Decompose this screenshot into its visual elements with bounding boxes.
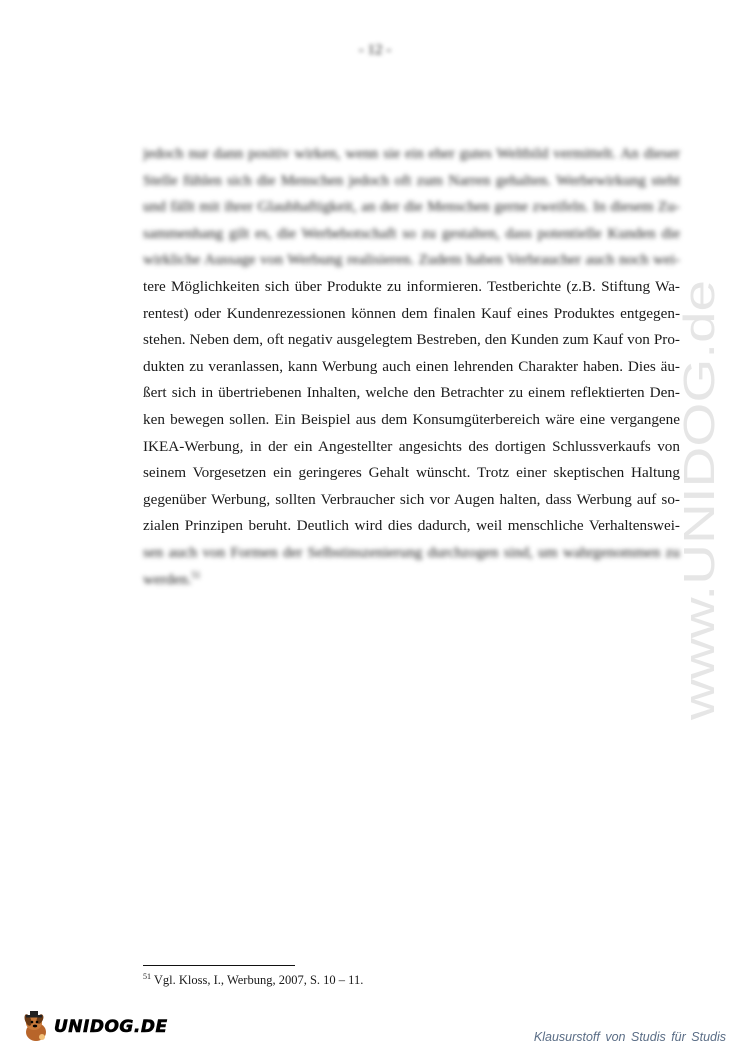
text-line-5: ßert sich in übertriebenen Inhalten, welche den Betrachter zu einem reflektierten Den- [143,384,680,402]
watermark-text: www.UNIDOG.de [675,377,724,720]
watermark [672,280,732,730]
text-line-8: seinem Vorgesetzen ein geringeres Gehalt wünscht. Trotz einer skeptischen Haltung [143,464,680,482]
logo-text: UNIDOG.DE [54,1017,168,1037]
watermark-graphic [672,280,732,730]
blurred-line-2: Stelle fühlen sich die Menschen jedoch oft zum Narren gehalten. Werbewirkung steht [143,171,680,189]
text-line-7: IKEA-Werbung, in der ein Angestellter angesichts des dortigen Schlussverkaufs von [143,437,680,455]
blurred-line-4: sammenhang gilt es, die Werbebotschaft so zu gestalten, dass potentielle Kunden die [143,224,680,242]
text-line-4: dukten zu veranlassen, kann Werbung auch einen lehrenden Charakter haben. Dies äu- [143,357,680,375]
page-number: - 12 - [358,42,392,58]
blurred-line-6: sen auch von Formen der Selbstinszenierung durchzogen sind, um wahrgenommen zu [143,543,680,561]
blurred-line-7-text: werden. [143,570,192,588]
footnote-text: Vgl. Kloss, I., Werbung, 2007, S. 10 – 11. [153,973,364,987]
text-line-2: rentest) oder Kundenrezessionen können dem finalen Kauf eines Produktes entgegen- [143,304,680,322]
footnote [143,972,363,988]
unidog-logo[interactable] [22,1010,168,1044]
footnote-separator [143,965,295,966]
text-line-9: gegenüber Werbung, sollten Verbraucher sich vor Augen halten, dass Werbung auf so- [143,490,680,508]
blurred-line-7 [143,567,680,594]
footnote-number: 51 [143,971,151,981]
dog-mascot-icon [22,1010,52,1044]
text-line-1: tere Möglichkeiten sich über Produkte zu informieren. Testberichte (z.B. Stiftung Wa- [143,277,680,295]
footnote-reference[interactable]: 51 [191,569,201,580]
text-line-6: ken bewegen sollen. Ein Beispiel aus dem Konsumgüterbereich wäre eine vergangene [143,410,680,428]
tagline: Klausurstoff von Studis für Studis [533,1030,726,1044]
text-line-3: stehen. Neben dem, oft negativ ausgelegtem Bestreben, den Kunden zum Kauf von Pro- [143,331,680,349]
blurred-line-1: jedoch nur dann positiv wirken, wenn sie ein eher gutes Weltbild vermittelt. An dieser [143,145,680,162]
blurred-line-3: und fällt mit ihrer Glaubhaftigkeit, an der die Menschen gerne zweifeln. In diesem Zu- [143,198,680,216]
text-line-10: zialen Prinzipen beruht. Deutlich wird dies dadurch, weil menschliche Verhaltenswei- [143,517,680,535]
blurred-line-5: wirkliche Aussage von Werbung realisieren. Zudem haben Verbraucher auch noch wei- [143,251,680,269]
body-paragraph [143,141,680,593]
